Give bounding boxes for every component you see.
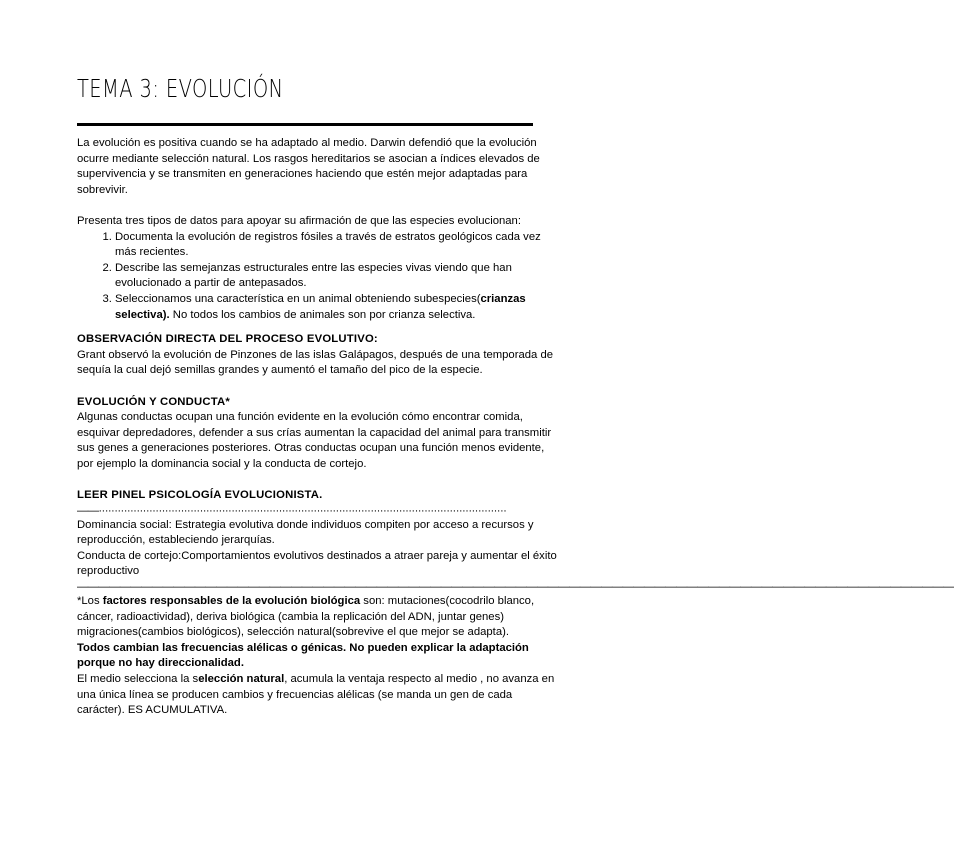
list-item-text: Seleccionamos una característica en un animal obteniendo subespecies( [115, 292, 481, 305]
section-heading-pinel: LEER PINEL PSICOLOGÍA EVOLUCIONISTA. [77, 489, 323, 502]
selection-text: El medio selecciona la s [77, 673, 199, 685]
spacer [77, 198, 562, 214]
section-heading-conducta: EVOLUCIÓN Y CONDUCTA* [77, 395, 230, 408]
selection-text: , acumula la ventaja respecto al medio , no avanza en una única línea se producen cambios y frecuencias alélicas (se manda un gen de cada carácter). ES ACUMULATIVA. [77, 673, 555, 717]
allele-frequency-paragraph [77, 641, 562, 672]
factors-text: son: mutaciones(cocodrilo blanco, cáncer, radioactividad), deriva biológica (cambia la replicación del ADN, juntar genes) migraciones(cambios biológicos), selección natural(sobrevive el que mejor se adapta). [77, 595, 535, 639]
natural-selection-paragraph [77, 672, 562, 719]
list-item: 2. Describe las semejanzas estructurales entre las especies vivas viendo que han evolucionado a partir de antepasados. [115, 261, 562, 292]
factors-bold: factores responsables de la evolución biológica [102, 595, 361, 608]
factors-paragraph [77, 594, 562, 641]
factors-text: *Los [77, 595, 103, 608]
allele-frequency-bold: Todos cambian las frecuencias alélicas o génicas. No pueden explicar la adaptación porque no hay direccionalidad. [77, 641, 529, 670]
page-title: TEMA 3: EVOLUCIÓN [77, 74, 284, 103]
dotted-divider: ——································································································································· [77, 504, 507, 517]
section-text-conducta: Algunas conductas ocupan una función evidente en la evolución cómo encontrar comida, esquivar depredadores, defender a sus crías aumentan la capacidad del animal para transmitir sus genes a generaciones posteriores. Otras conductas ocupan una función menos evidente, por ejemplo la dominancia social y la conducta de cortejo. [77, 411, 552, 470]
data-types-intro: Presenta tres tipos de datos para apoyar su afirmación de que las especies evolucionan: [77, 214, 521, 227]
selection-bold: elección natural [198, 673, 285, 685]
spacer [77, 472, 562, 488]
spacer [77, 379, 562, 395]
list-item [115, 292, 562, 323]
dominance-definition: Dominancia social: Estrategia evolutiva donde individuos compiten por acceso a recursos y reproducción, estableciendo jerarquías. [77, 518, 534, 547]
list-item: 1. Documenta la evolución de registros fósiles a través de estratos geológicos cada vez más recientes. [115, 230, 562, 261]
title-underline [77, 123, 533, 126]
section-text-observacion: Grant observó la evolución de Pinzones de las islas Galápagos, después de una temporada de sequía la cual dejó semillas grandes y aumentó el tamaño del pico de la especie. [77, 348, 554, 377]
list-item-text: No todos los cambios de animales son por crianza selectiva. [169, 308, 476, 321]
document-body [77, 136, 954, 719]
dash-divider: —————————————————————————————————————————————————————————————————————————————————— [77, 581, 954, 594]
courtship-definition: Conducta de cortejo:Comportamientos evolutivos destinados a atraer pareja y aumentar el éxito reproductivo [77, 549, 557, 578]
intro-paragraph: La evolución es positiva cuando se ha adaptado al medio. Darwin defendió que la evolución ocurre mediante selección natural. Los rasgos hereditarios se asocian a índices elevados de supervivencia y se transmiten en generaciones haciendo que estén mejor adaptadas para sobrevivir. [77, 137, 540, 196]
section-heading-observacion: OBSERVACIÓN DIRECTA DEL PROCESO EVOLUTIVO: [77, 333, 378, 346]
list-item-bold: crianzas selectiva). [115, 292, 526, 321]
evidence-list [77, 230, 562, 324]
spacer [77, 323, 562, 332]
